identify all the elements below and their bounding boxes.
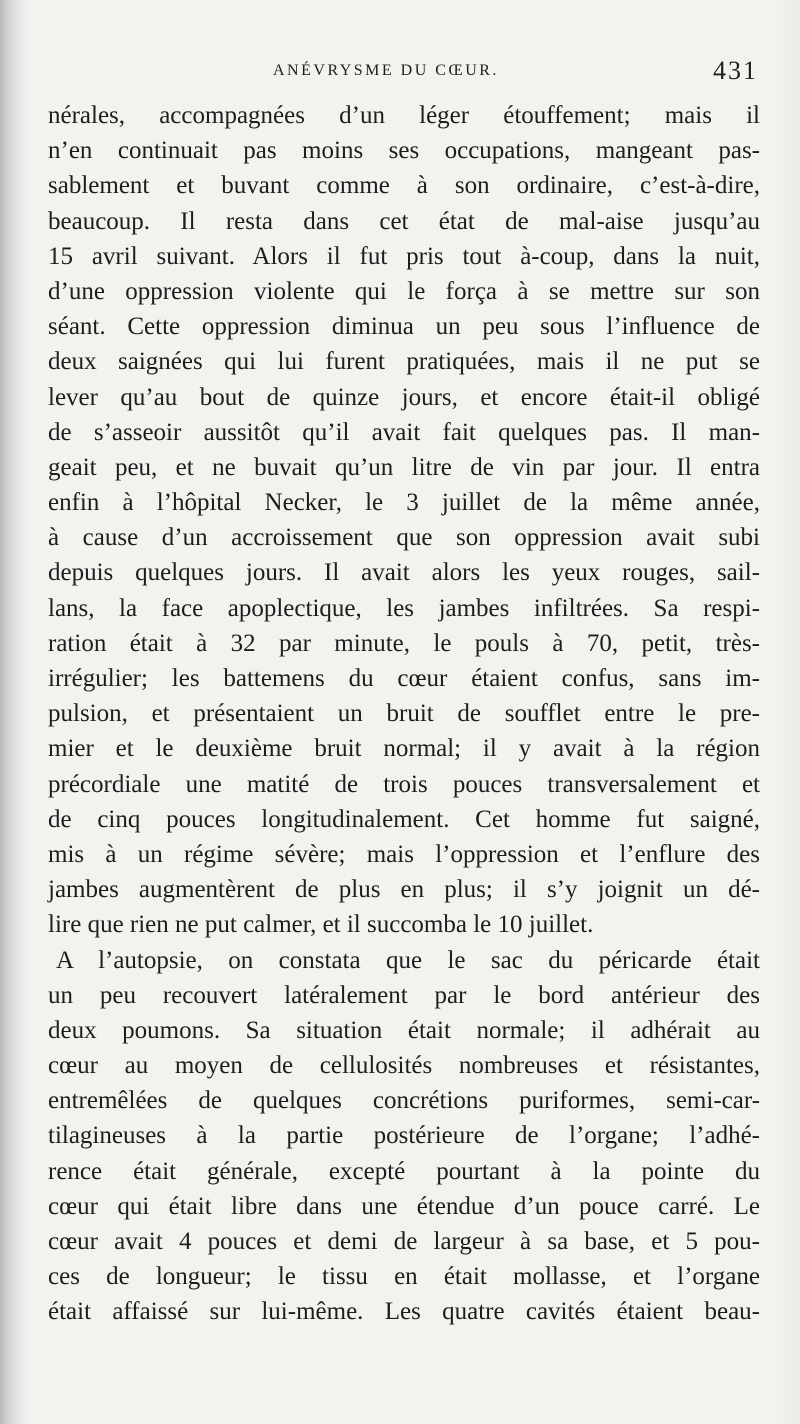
text-line: n’en continuait pas moins ses occupations, mangeant pas-: [48, 137, 760, 165]
text-line: nérales, accompagnées d’un léger étouffement; mais il: [48, 102, 760, 129]
text-line: beaucoup. Il resta dans cet état de mal-aise jusqu’au: [48, 207, 760, 235]
text-line: de cinq pouces longitudinalement. Cet homme fut saigné,: [48, 805, 760, 833]
paragraph-start-line: A l’autopsie, on constata que le sac du péricarde était: [56, 946, 760, 974]
text-line: de s’asseoir aussitôt qu’il avait fait quelques pas. Il man-: [48, 418, 760, 446]
page-edge: [770, 0, 800, 1424]
body-text: [48, 98, 760, 1330]
text-line: 15 avril suivant. Alors il fut pris tout à-coup, dans la nuit,: [48, 242, 760, 270]
text-line: depuis quelques jours. Il avait alors les yeux rouges, sail-: [48, 559, 760, 587]
text-line: cœur au moyen de cellulosités nombreuses et résistantes,: [48, 1052, 760, 1080]
text-line: geait peu, et ne buvait qu’un litre de vin par jour. Il entra: [48, 453, 760, 481]
text-line: mis à un régime sévère; mais l’oppression et l’enflure des: [48, 840, 760, 868]
text-line: entremêlées de quelques concrétions puriformes, semi-car-: [48, 1087, 760, 1115]
paragraph-end-line: lire que rien ne put calmer, et il succomba le 10 juillet.: [48, 911, 594, 939]
text-line: était affaissé sur lui-même. Les quatre cavités étaient beau-: [48, 1298, 760, 1326]
text-line: ration était à 32 par minute, le pouls à 70, petit, très-: [48, 629, 760, 657]
book-gutter-shadow: [0, 0, 30, 1424]
running-title: ANÉVRYSME DU CŒUR.: [273, 62, 499, 79]
text-line: mier et le deuxième bruit normal; il y avait à la région: [48, 735, 760, 763]
text-line: irrégulier; les battemens du cœur étaient confus, sans im-: [48, 665, 760, 692]
text-line: tilagineuses à la partie postérieure de l’organe; l’adhé-: [48, 1122, 760, 1150]
text-line: rence était générale, excepté pourtant à la pointe du: [48, 1157, 760, 1185]
text-line: lans, la face apoplectique, les jambes infiltrées. Sa respi-: [48, 594, 760, 622]
book-page: [30, 0, 770, 1424]
text-line: cœur avait 4 pouces et demi de largeur à sa base, et 5 pou-: [48, 1228, 760, 1255]
text-line: deux poumons. Sa situation était normale; il adhérait au: [48, 1016, 760, 1044]
text-line: jambes augmentèrent de plus en plus; il s’y joignit un dé-: [48, 876, 760, 904]
text-line: d’une oppression violente qui le força à se mettre sur son: [48, 277, 760, 305]
text-line: séant. Cette oppression diminua un peu sous l’influence de: [48, 313, 760, 341]
text-line: ces de longueur; le tissu en était mollasse, et l’organe: [48, 1263, 760, 1291]
page-number: 431: [713, 56, 758, 85]
text-line: enfin à l’hôpital Necker, le 3 juillet de la même année,: [48, 489, 760, 517]
text-line: un peu recouvert latéralement par le bord antérieur des: [48, 981, 760, 1009]
text-line: pulsion, et présentaient un bruit de soufflet entre le pre-: [48, 700, 760, 728]
text-line: lever qu’au bout de quinze jours, et encore était-il obligé: [48, 383, 760, 411]
text-line: sablement et buvant comme à son ordinaire, c’est-à-dire,: [48, 172, 760, 200]
running-head: [30, 56, 770, 86]
text-line: à cause d’un accroissement que son oppression avait subi: [48, 524, 760, 552]
text-line: précordiale une matité de trois pouces transversalement et: [48, 770, 760, 798]
text-line: deux saignées qui lui furent pratiquées, mais il ne put se: [48, 348, 760, 376]
text-line: cœur qui était libre dans une étendue d’un pouce carré. Le: [48, 1192, 760, 1220]
